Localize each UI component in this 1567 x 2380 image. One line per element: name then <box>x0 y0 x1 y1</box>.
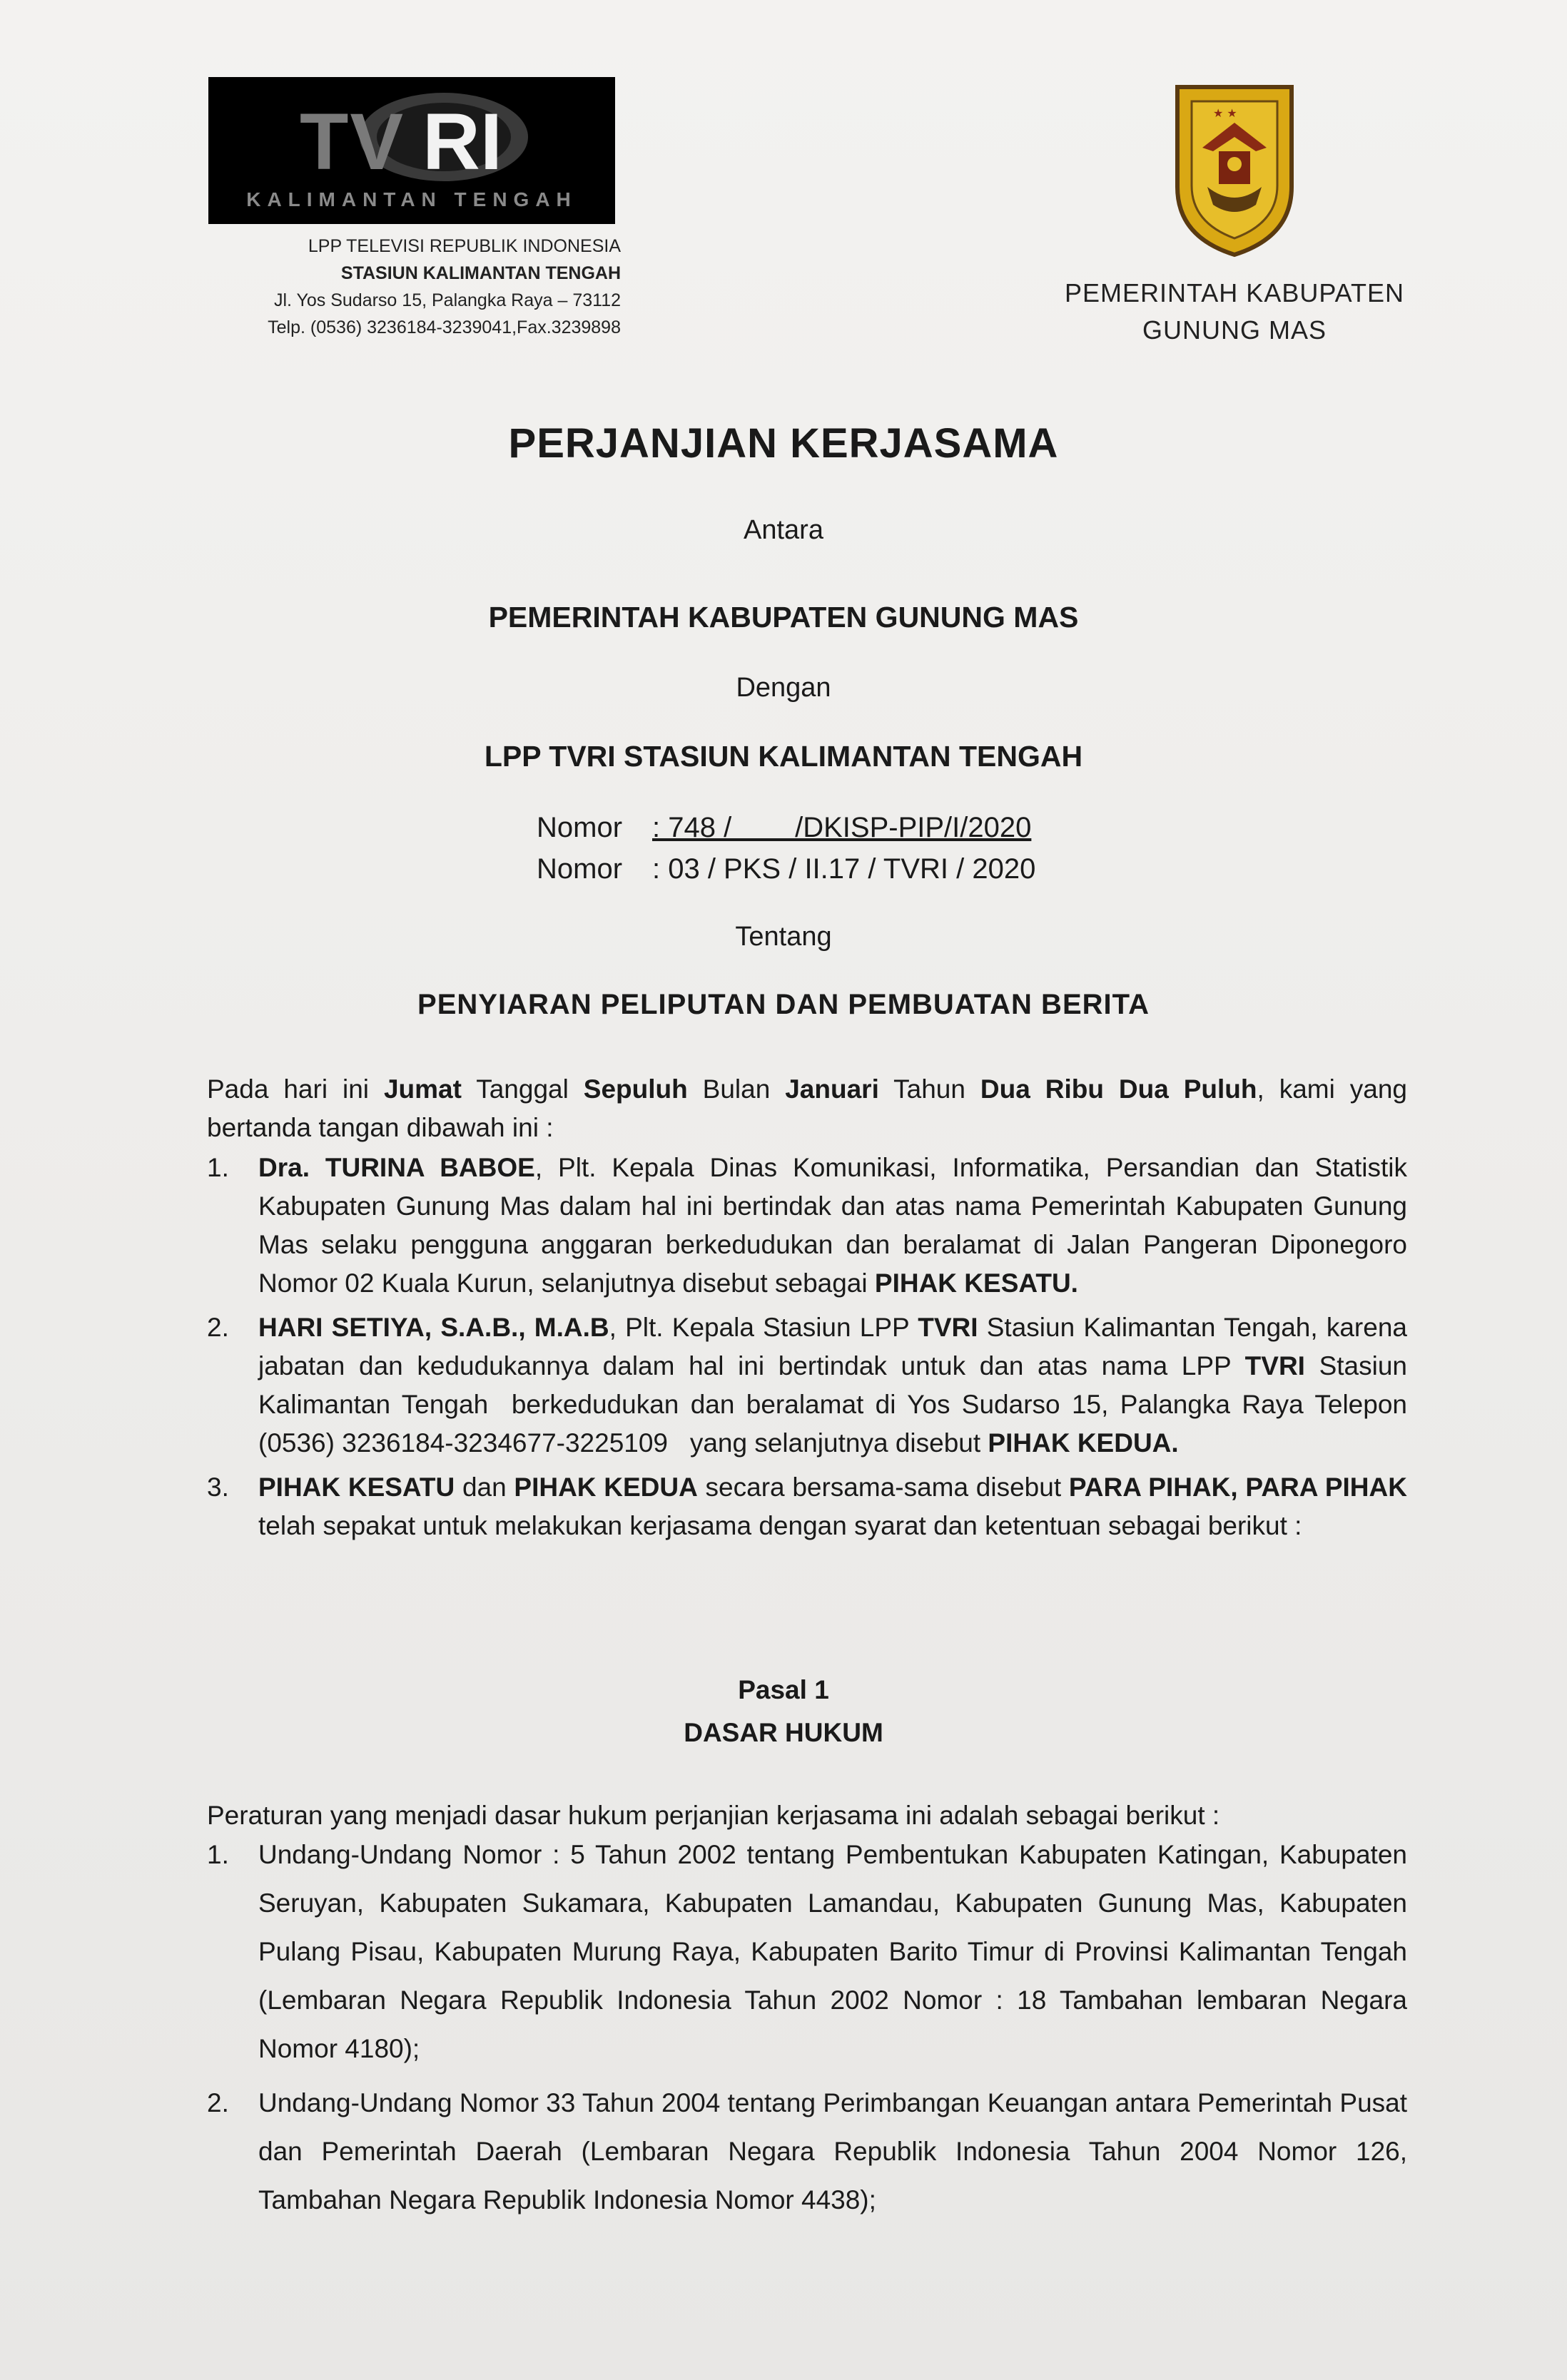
intro-text: Bulan <box>687 1074 786 1104</box>
legal-basis-text: Undang-Undang Nomor 33 Tahun 2004 tentang Perimbangan Keuangan antara Pemerintah Pusat dan Pemerintah Daerah (Lembaran Negara Republik Indonesia Tahun 2004 Nomor 126, Tambahan Negara Republik Indonesia Nomor 4438); <box>258 2088 1407 2214</box>
first-party-title: PEMERINTAH KABUPATEN GUNUNG MAS <box>488 601 1079 634</box>
dengan-label: Dengan <box>736 673 831 703</box>
document-number-2 <box>537 853 1035 885</box>
intro-text: Tahun <box>878 1074 980 1104</box>
intro-year: Dua Ribu Dua Puluh <box>980 1074 1257 1104</box>
legal-basis-text: Undang-Undang Nomor : 5 Tahun 2002 tentang Pembentukan Kabupaten Katingan, Kabupaten Seruyan, Kabupaten Sukamara, Kabupaten Lamandau, Kabupaten Gunung Mas, Kabupaten Pulang Pisau, Kabupaten Murung Raya, Kabupaten Barito Timur di Provinsi Kalimantan Tengah (Lembaran Negara Republik Indonesia Tahun 2002 Nomor : 18 Tambahan lembaran Negara Nomor 4180); <box>258 1840 1407 2063</box>
party-text: Stasiun Kalimantan Tengah berkedudukan dan beralamat di Yos Sudarso 15, Palangka Raya Telepon (0536) 3236184-3234677-3225109 yang selanjutnya disebut <box>258 1351 1415 1458</box>
intro-date: Sepuluh <box>583 1074 688 1104</box>
second-party-title: LPP TVRI STASIUN KALIMANTAN TENGAH <box>484 740 1083 773</box>
list-number: 1. <box>207 1840 229 1869</box>
gunung-mas-emblem-icon <box>1163 80 1306 258</box>
party-name: HARI SETIYA, S.A.B., M.A.B <box>258 1313 609 1342</box>
intro-text: , kami yang bertanda tangan dibawah ini : <box>207 1074 1407 1142</box>
parties-list <box>207 1149 1415 1551</box>
party-ref: PARA PIHAK, PARA PIHAK <box>1068 1473 1407 1502</box>
org-line-2: STASIUN KALIMANTAN TENGAH <box>340 263 621 283</box>
government-title <box>1028 275 1441 349</box>
intro-text: Pada hari ini <box>207 1074 384 1104</box>
org-line-1: LPP TELEVISI REPUBLIK INDONESIA <box>308 236 621 256</box>
pasal-title: DASAR HUKUM <box>684 1718 883 1747</box>
agreement-subject: PENYIARAN PELIPUTAN DAN PEMBUATAN BERITA <box>417 989 1150 1020</box>
party-text: telah sepakat untuk melakukan kerjasama dengan syarat dan ketentuan sebagai berikut : <box>258 1511 1302 1540</box>
nomor-2-value: : 03 / PKS / II.17 / TVRI / 2020 <box>652 853 1036 885</box>
tvri-logo <box>208 77 615 224</box>
gov-line-1: PEMERINTAH KABUPATEN <box>1064 278 1405 307</box>
legal-basis-list <box>207 1831 1407 2230</box>
org-line-3: Jl. Yos Sudarso 15, Palangka Raya – 73112 <box>274 290 621 310</box>
party-text: , Plt. Kepala Stasiun LPP <box>609 1313 918 1342</box>
party-ref: PIHAK KEDUA <box>514 1473 698 1502</box>
intro-text: Tanggal <box>461 1074 584 1104</box>
intro-day: Jumat <box>383 1074 462 1104</box>
antara-label: Antara <box>744 515 823 545</box>
party-name: Dra. TURINA BABOE <box>258 1153 535 1182</box>
list-number: 2. <box>207 1313 229 1342</box>
list-number: 3. <box>207 1473 229 1502</box>
list-item <box>207 1468 1407 1545</box>
tvri-bold: TVRI <box>918 1313 978 1342</box>
list-item <box>207 1149 1407 1303</box>
logo-ri-text: RI <box>422 97 502 186</box>
gov-line-2: GUNUNG MAS <box>1142 315 1327 345</box>
legal-basis-intro: Peraturan yang menjadi dasar hukum perjanjian kerjasama ini adalah sebagai berikut : <box>207 1801 1220 1830</box>
list-item <box>207 1831 1407 2073</box>
party-role: PIHAK KESATU. <box>874 1268 1078 1298</box>
org-line-4: Telp. (0536) 3236184-3239041,Fax.3239898 <box>268 317 621 337</box>
party-text: , Plt. Kepala Dinas Komunikasi, Informatika, Persandian dan Statistik Kabupaten Gunung Mas dalam hal ini bertindak dan atas nama Pemerintah Kabupaten Gunung Mas selaku pengguna anggaran berkedudukan dan beralamat di Jalan Pangeran Diponegoro Nomor 02 Kuala Kurun, selanjutnya disebut sebagai <box>258 1153 1408 1298</box>
pasal-number: Pasal 1 <box>738 1675 829 1704</box>
nomor-label: Nomor <box>537 812 623 843</box>
party-text: secara bersama-sama disebut <box>697 1473 1069 1502</box>
party-text: Stasiun Kalimantan Tengah, karena jabatan dan kedudukannya dalam hal ini bertindak untuk dan atas nama LPP <box>258 1313 1407 1380</box>
party-role: PIHAK KEDUA. <box>988 1428 1179 1458</box>
intro-month: Januari <box>785 1074 879 1104</box>
party-ref: PIHAK KESATU <box>258 1473 455 1502</box>
nomor-label: Nomor <box>537 853 623 885</box>
list-item <box>207 1308 1415 1463</box>
tentang-label: Tentang <box>735 922 832 952</box>
list-item <box>207 2079 1407 2224</box>
list-number: 1. <box>207 1153 229 1182</box>
logo-tv-text: TV <box>300 97 405 186</box>
tvri-address-block <box>164 233 621 341</box>
party-text: dan <box>455 1473 514 1502</box>
document-title: PERJANJIAN KERJASAMA <box>508 420 1059 467</box>
intro-paragraph <box>207 1070 1407 1147</box>
nomor-1-value: : 748 / /DKISP-PIP/I/2020 <box>652 812 1032 843</box>
list-number: 2. <box>207 2088 229 2117</box>
document-number-1 <box>537 812 1031 844</box>
tvri-bold: TVRI <box>1244 1351 1305 1380</box>
svg-text:★ ★: ★ ★ <box>1213 106 1237 120</box>
logo-subtitle: KALIMANTAN TENGAH <box>246 188 577 210</box>
